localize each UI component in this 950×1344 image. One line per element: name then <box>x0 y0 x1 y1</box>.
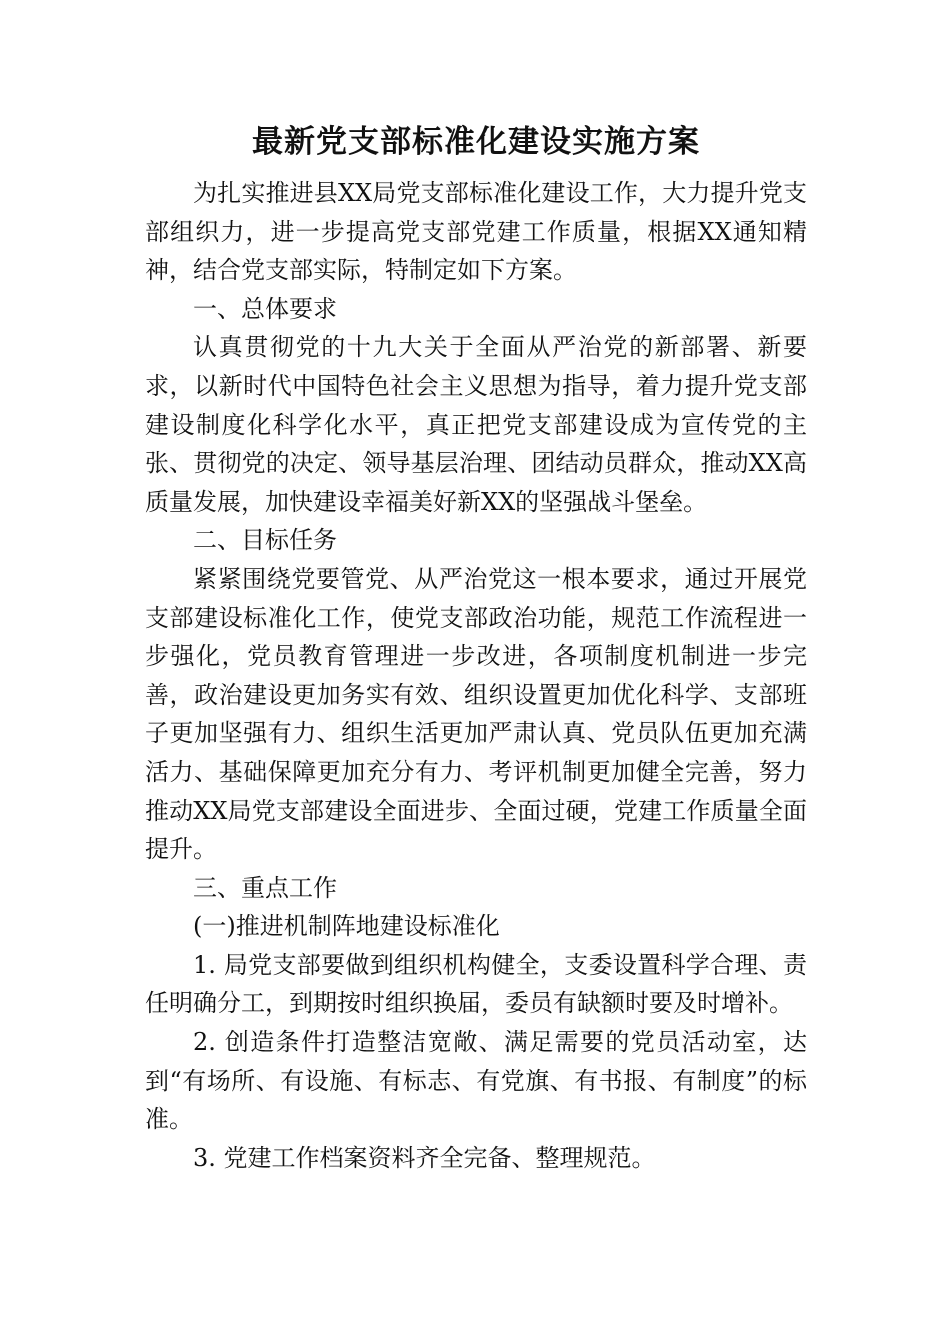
intro-paragraph: 为扎实推进县XX局党支部标准化建设工作，大力提升党支部组织力，进一步提高党支部党建工作质量，根据XX通知精神，结合党支部实际，特制定如下方案。 <box>145 179 807 285</box>
document-body <box>145 118 807 1177</box>
overall-requirements-paragraph: 认真贯彻党的十九大关于全面从严治党的新部署、新要求，以新时代中国特色社会主义思想为指导，着力提升党支部建设制度化科学化水平，真正把党支部建设成为宣传党的主张、贯彻党的决定、领导基层治理、团结动员群众，推动XX高质量发展，加快建设幸福美好新XX的坚强战斗堡垒。 <box>145 333 807 516</box>
section-heading-key-work: 三、重点工作 <box>193 873 337 902</box>
document-title: 最新党支部标准化建设实施方案 <box>252 124 700 160</box>
goals-tasks-paragraph: 紧紧围绕党要管党、从严治党这一根本要求，通过开展党支部建设标准化工作，使党支部政治功能，规范工作流程进一步强化，党员教育管理进一步改进，各项制度机制进一步完善，政治建设更加务实有效、组织设置更加优化科学、支部班子更加坚强有力、组织生活更加严肃认真、党员队伍更加充满活力、基础保障更加充分有力、考评机制更加健全完善，努力推动XX局党支部建设全面进步、全面过硬，党建工作质量全面提升。 <box>145 564 807 864</box>
list-item-3: 3. 党建工作档案资料齐全完备、整理规范。 <box>193 1143 656 1172</box>
subsection-heading-mechanism-standardization: (一)推进机制阵地建设标准化 <box>193 912 500 941</box>
list-item-2: 2. 创造条件打造整洁宽敞、满足需要的党员活动室，达到“有场所、有设施、有标志、有党旗、有书报、有制度”的标准。 <box>145 1028 807 1134</box>
section-heading-overall-requirements: 一、总体要求 <box>193 294 337 323</box>
section-heading-goals-tasks: 二、目标任务 <box>193 526 337 555</box>
list-item-1: 1. 局党支部要做到组织机构健全，支委设置科学合理、责任明确分工，到期按时组织换届，委员有缺额时要及时增补。 <box>145 950 807 1018</box>
